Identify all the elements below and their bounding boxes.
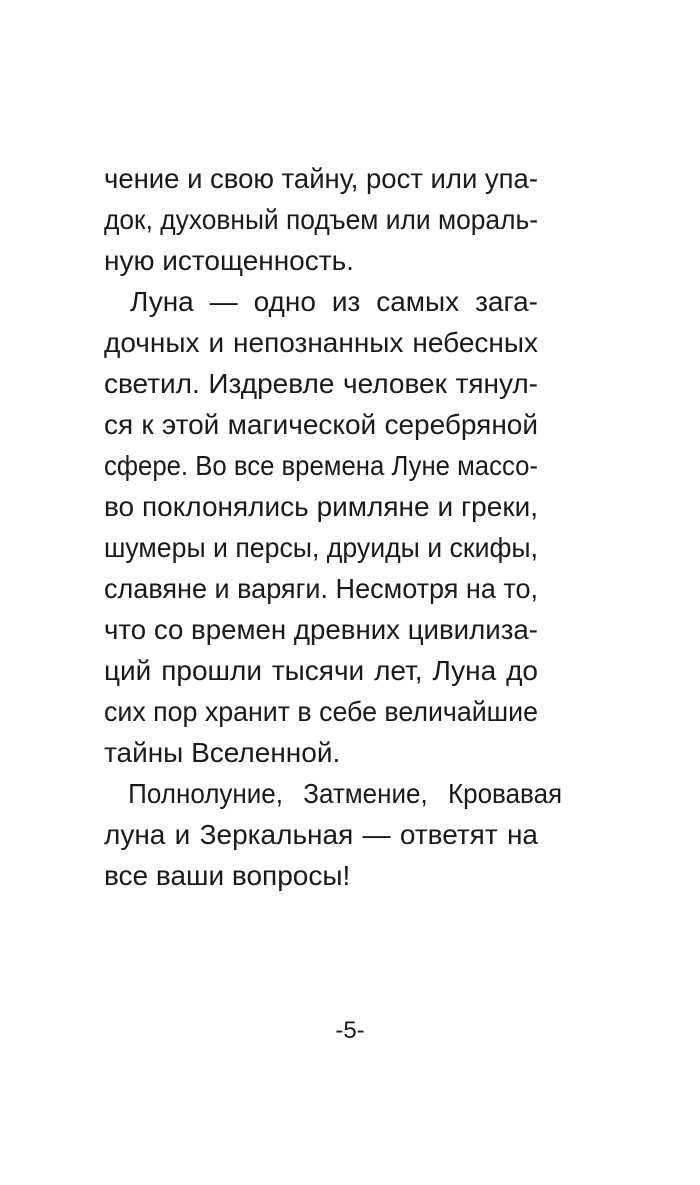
text-line: док, духовный подъем или мораль- — [104, 204, 538, 235]
text-line: светил. Издревле человек тянул- — [104, 368, 538, 399]
text-line: ся к этой магической серебряной — [104, 409, 538, 440]
body-text — [104, 158, 563, 896]
text-line: Полнолуние, Затмение, Кровавая — [128, 778, 563, 809]
text-line: что со времен древних цивилиза- — [104, 614, 538, 645]
text-line: во поклонялись римляне и греки, — [104, 491, 538, 522]
text-line: ную истощенность. — [104, 245, 354, 276]
text-line: все ваши вопросы! — [104, 860, 351, 891]
text-line: сих пор хранит в себе величайшие — [104, 696, 538, 727]
text-line: тайны Вселенной. — [104, 737, 341, 768]
text-line: ций прошли тысячи лет, Луна до — [104, 655, 538, 686]
text-line: сфере. Во все времена Луне массо- — [104, 450, 538, 481]
page-number: -5- — [335, 1017, 365, 1044]
text-line: чение и свою тайну, рост или упа- — [104, 163, 538, 194]
text-line: славяне и варяги. Несмотря на то, — [104, 573, 538, 604]
paragraph-2 — [104, 281, 538, 773]
text-line: Луна — одно из самых зага- — [130, 286, 538, 317]
text-line: дочных и непознанных небесных — [104, 327, 538, 358]
text-line: луна и Зеркальная — ответят на — [104, 819, 538, 850]
paragraph-3 — [104, 773, 563, 896]
paragraph-1 — [104, 158, 538, 281]
text-line: шумеры и персы, друиды и скифы, — [104, 532, 538, 563]
